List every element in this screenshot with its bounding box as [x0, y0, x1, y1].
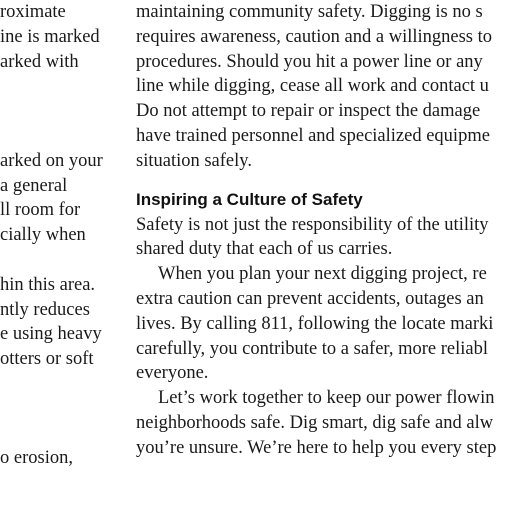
intro-paragraph: [136, 0, 512, 174]
intro-line: situation safely.: [136, 150, 252, 171]
section-heading: Inspiring a Culture of Safety: [136, 189, 363, 209]
left-text-line: [0, 99, 112, 124]
paragraph-line: carefully, you contribute to a safer, more reliabl: [136, 338, 488, 359]
paragraph-line: everyone.: [136, 363, 209, 384]
paragraph-line: extra caution can prevent accidents, outages an: [136, 288, 484, 309]
intro-line: have trained personnel and specialized equipme: [136, 125, 490, 146]
left-text-line: ntly reduces: [0, 299, 90, 320]
paragraph-line: you’re unsure. We’re here to help you every step: [136, 437, 497, 458]
paragraph-line: lives. By calling 811, following the locate marki: [136, 313, 494, 334]
paragraph-work-together: [136, 386, 512, 460]
left-text-line: [0, 248, 112, 273]
paragraph-digging-project: [136, 262, 512, 386]
left-text-line: [0, 422, 112, 447]
left-text-column: [0, 0, 112, 471]
paragraph-line: shared duty that each of us carries.: [136, 239, 393, 260]
paragraph-line: neighborhoods safe. Dig smart, dig safe and alw: [136, 412, 494, 433]
left-text-line: hin this area.: [0, 274, 96, 295]
left-text-line: [0, 372, 112, 397]
left-text-line: arked with: [0, 51, 79, 72]
left-text-line: ll room for: [0, 200, 81, 221]
left-text-line: cially when: [0, 225, 86, 246]
paragraph-line: Let’s work together to keep our power flowin: [158, 388, 495, 409]
intro-line: requires awareness, caution and a willingness to: [136, 26, 493, 47]
left-text-line: otters or soft: [0, 349, 94, 370]
left-text-line: [0, 397, 112, 422]
left-text-line: e using heavy: [0, 324, 102, 345]
left-text-line: arked on your: [0, 150, 103, 171]
left-text-line: ine is marked: [0, 26, 100, 47]
intro-line: Do not attempt to repair or inspect the damage: [136, 101, 481, 122]
paragraph-line: When you plan your next digging project, re: [158, 264, 487, 285]
left-text-line: [0, 124, 112, 149]
left-text-line: roximate: [0, 2, 66, 22]
left-text-line: a general: [0, 175, 68, 196]
left-text-line: [0, 74, 112, 99]
intro-line: procedures. Should you hit a power line or any: [136, 51, 483, 72]
intro-line: line while digging, cease all work and contact u: [136, 76, 489, 97]
right-text-column: [136, 0, 512, 461]
paragraph-line: Safety is not just the responsibility of the utility: [136, 214, 489, 235]
paragraph-responsibility: [136, 213, 512, 263]
intro-line: maintaining community safety. Digging is no s: [136, 2, 483, 22]
left-text-line: o erosion,: [0, 448, 73, 469]
